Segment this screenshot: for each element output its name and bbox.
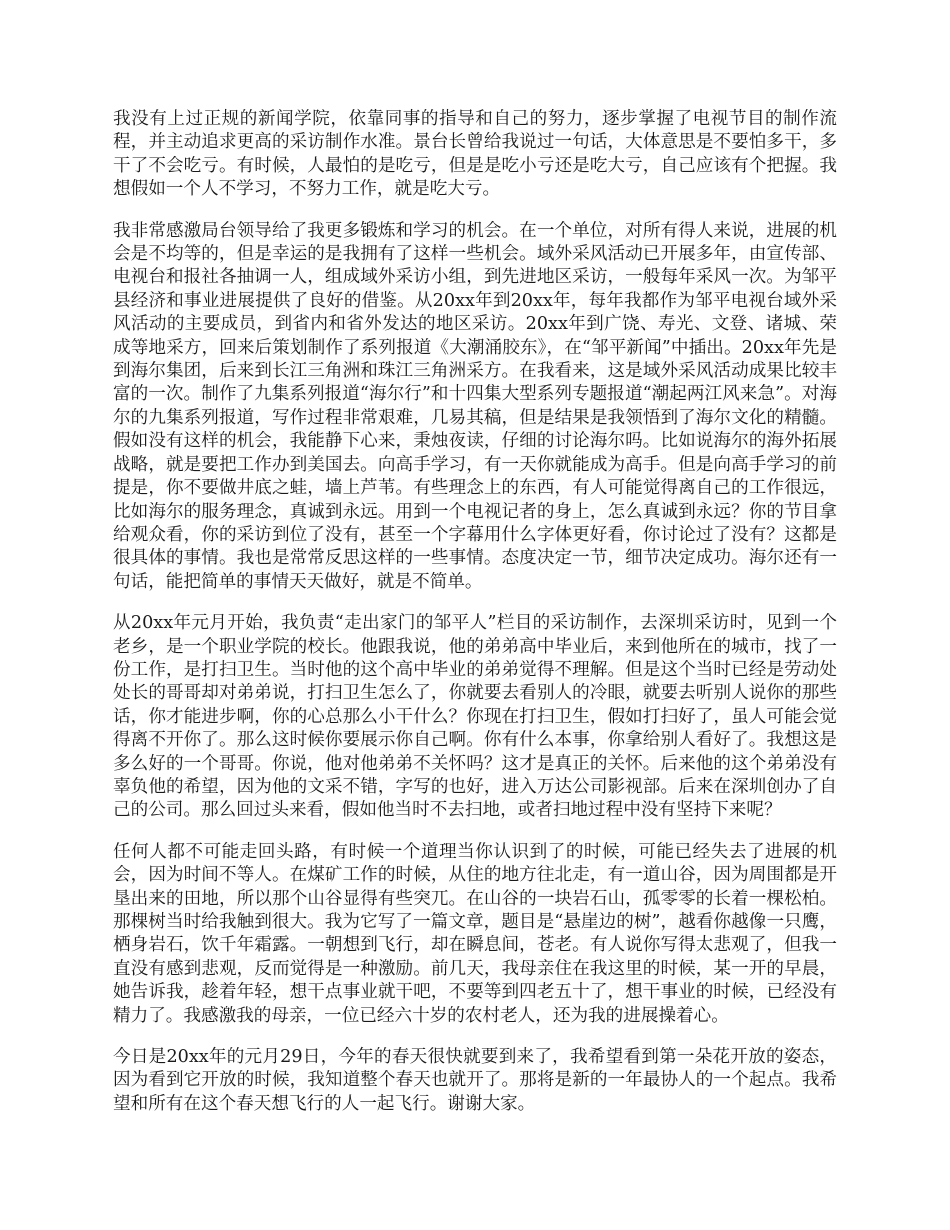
paragraph-1: 我没有上过正规的新闻学院，依靠同事的指导和自己的努力，逐步掌握了电视节目的制作流程，并主动追求更高的采访制作水准。景台长曾给我说过一句话，大体意思是不要怕多干，多干了不会吃亏。有时候，人最怕的是吃亏，但是是吃小亏还是吃大亏，自己应该有个把握。我想假如一个人不学习，不努力工作，就是吃大亏。 — [113, 109, 837, 200]
paragraph-4: 任何人都不可能走回头路，有时候一个道理当你认识到了的时候，可能已经失去了进展的机会，因为时间不等人。在煤矿工作的时候，从住的地方往北走，有一道山谷，因为周围都是开垦出来的田地，所以那个山谷显得有些突兀。在山谷的一块岩石山，孤零零的长着一棵松柏。那棵树当时给我触到很大。我为它写了一篇文章，题目是“悬崖边的树”，越看你越像一只鹰，栖身岩石，饮千年霜露。一朝想到飞行，却在瞬息间，苍老。有人说你写得太悲观了，但我一直没有感到悲观，反而觉得是一种激励。前几天，我母亲住在我这里的时候，某一开的早晨，她告诉我，趁着年轻，想干点事业就干吧，不要等到四老五十了，想干事业的时候，已经没有精力了。我感激我的母亲，一位已经六十岁的农村老人，还为我的进展操着心。 — [113, 841, 837, 1026]
paragraph-5: 今日是20xx年的元月29日，今年的春天很快就要到来了，我希望看到第一朵花开放的姿态，因为看到它开放的时候，我知道整个春天也就开了。那将是新的一年最协人的一个起点。我希望和所有在这个春天想飞行的人一起飞行。谢谢大家。 — [113, 1047, 837, 1114]
paragraph-2: 我非常感激局台领导给了我更多锻炼和学习的机会。在一个单位，对所有得人来说，进展的机会是不均等的，但是幸运的是我拥有了这样一些机会。域外采风活动已开展多年，由宣传部、电视台和报社各抽调一人，组成域外采访小组，到先进地区采访，一般每年采风一次。为邹平县经济和事业进展提供了良好的借鉴。从20xx年到20xx年，每年我都作为邹平电视台域外采风活动的主要成员，到省内和省外发达的地区采访。20xx年到广饶、寿光、文登、诸城、荣成等地采方，回来后策划制作了系列报道《大潮涌胶东》，在“邹平新闻”中插出。20xx年先是到海尔集团，后来到长江三角洲和珠江三角洲采方。在我看来，这是域外采风活动成果比较丰富的一次。制作了九集系列报道“海尔行”和十四集大型系列专题报道“潮起两江风来急”。对海尔的九集系列报道，写作过程非常艰难，几易其稿，但是结果是我领悟到了海尔文化的精髓。假如没有这样的机会，我能静下心来，秉烛夜读，仔细的讨论海尔吗。比如说海尔的海外拓展战略，就是要把工作办到美国去。向高手学习，有一天你就能成为高手。但是向高手学习的前提是，你不要做井底之蛙，墙上芦苇。有些理念上的东西，有人可能觉得离自己的工作很远，比如海尔的服务理念，真诚到永远。用到一个电视记者的身上，怎么真诚到永远？你的节目拿给观众看，你的采访到位了没有，甚至一个字幕用什么字体更好看，你讨论过了没有？这都是很具体的事情。我也是常常反思这样的一些事情。态度决定一节，细节决定成功。海尔还有一句话，能把简单的事情天天做好，就是不简单。 — [113, 220, 837, 592]
paragraph-3: 从20xx年元月开始，我负责“走出家门的邹平人”栏目的采访制作，去深圳采访时，见到一个老乡，是一个职业学院的校长。他跟我说，他的弟弟高中毕业后，来到他所在的城市，找了一份工作，是打扫卫生。当时他的这个高中毕业的弟弟觉得不理解。但是这个当时已经是劳动处处长的哥哥却对弟弟说，打扫卫生怎么了，你就要去看别人的冷眼，就要去听别人说你的那些话，你才能进步啊，你的心总那么小干什么？你现在打扫卫生，假如打扫好了，虽人可能会觉得离不开你了。那么这时候你要展示你自己啊。你有什么本事，你拿给别人看好了。我想这是多么好的一个哥哥。你说，他对他弟弟不关怀吗？这才是真正的关怀。后来他的这个弟弟没有辜负他的希望，因为他的文采不错，字写的也好，进入万达公司影视部。后来在深圳创办了自己的公司。那么回过头来看，假如他当时不去扫地，或者扫地过程中没有坚持下来呢？ — [113, 613, 837, 821]
document-body — [113, 108, 837, 1134]
